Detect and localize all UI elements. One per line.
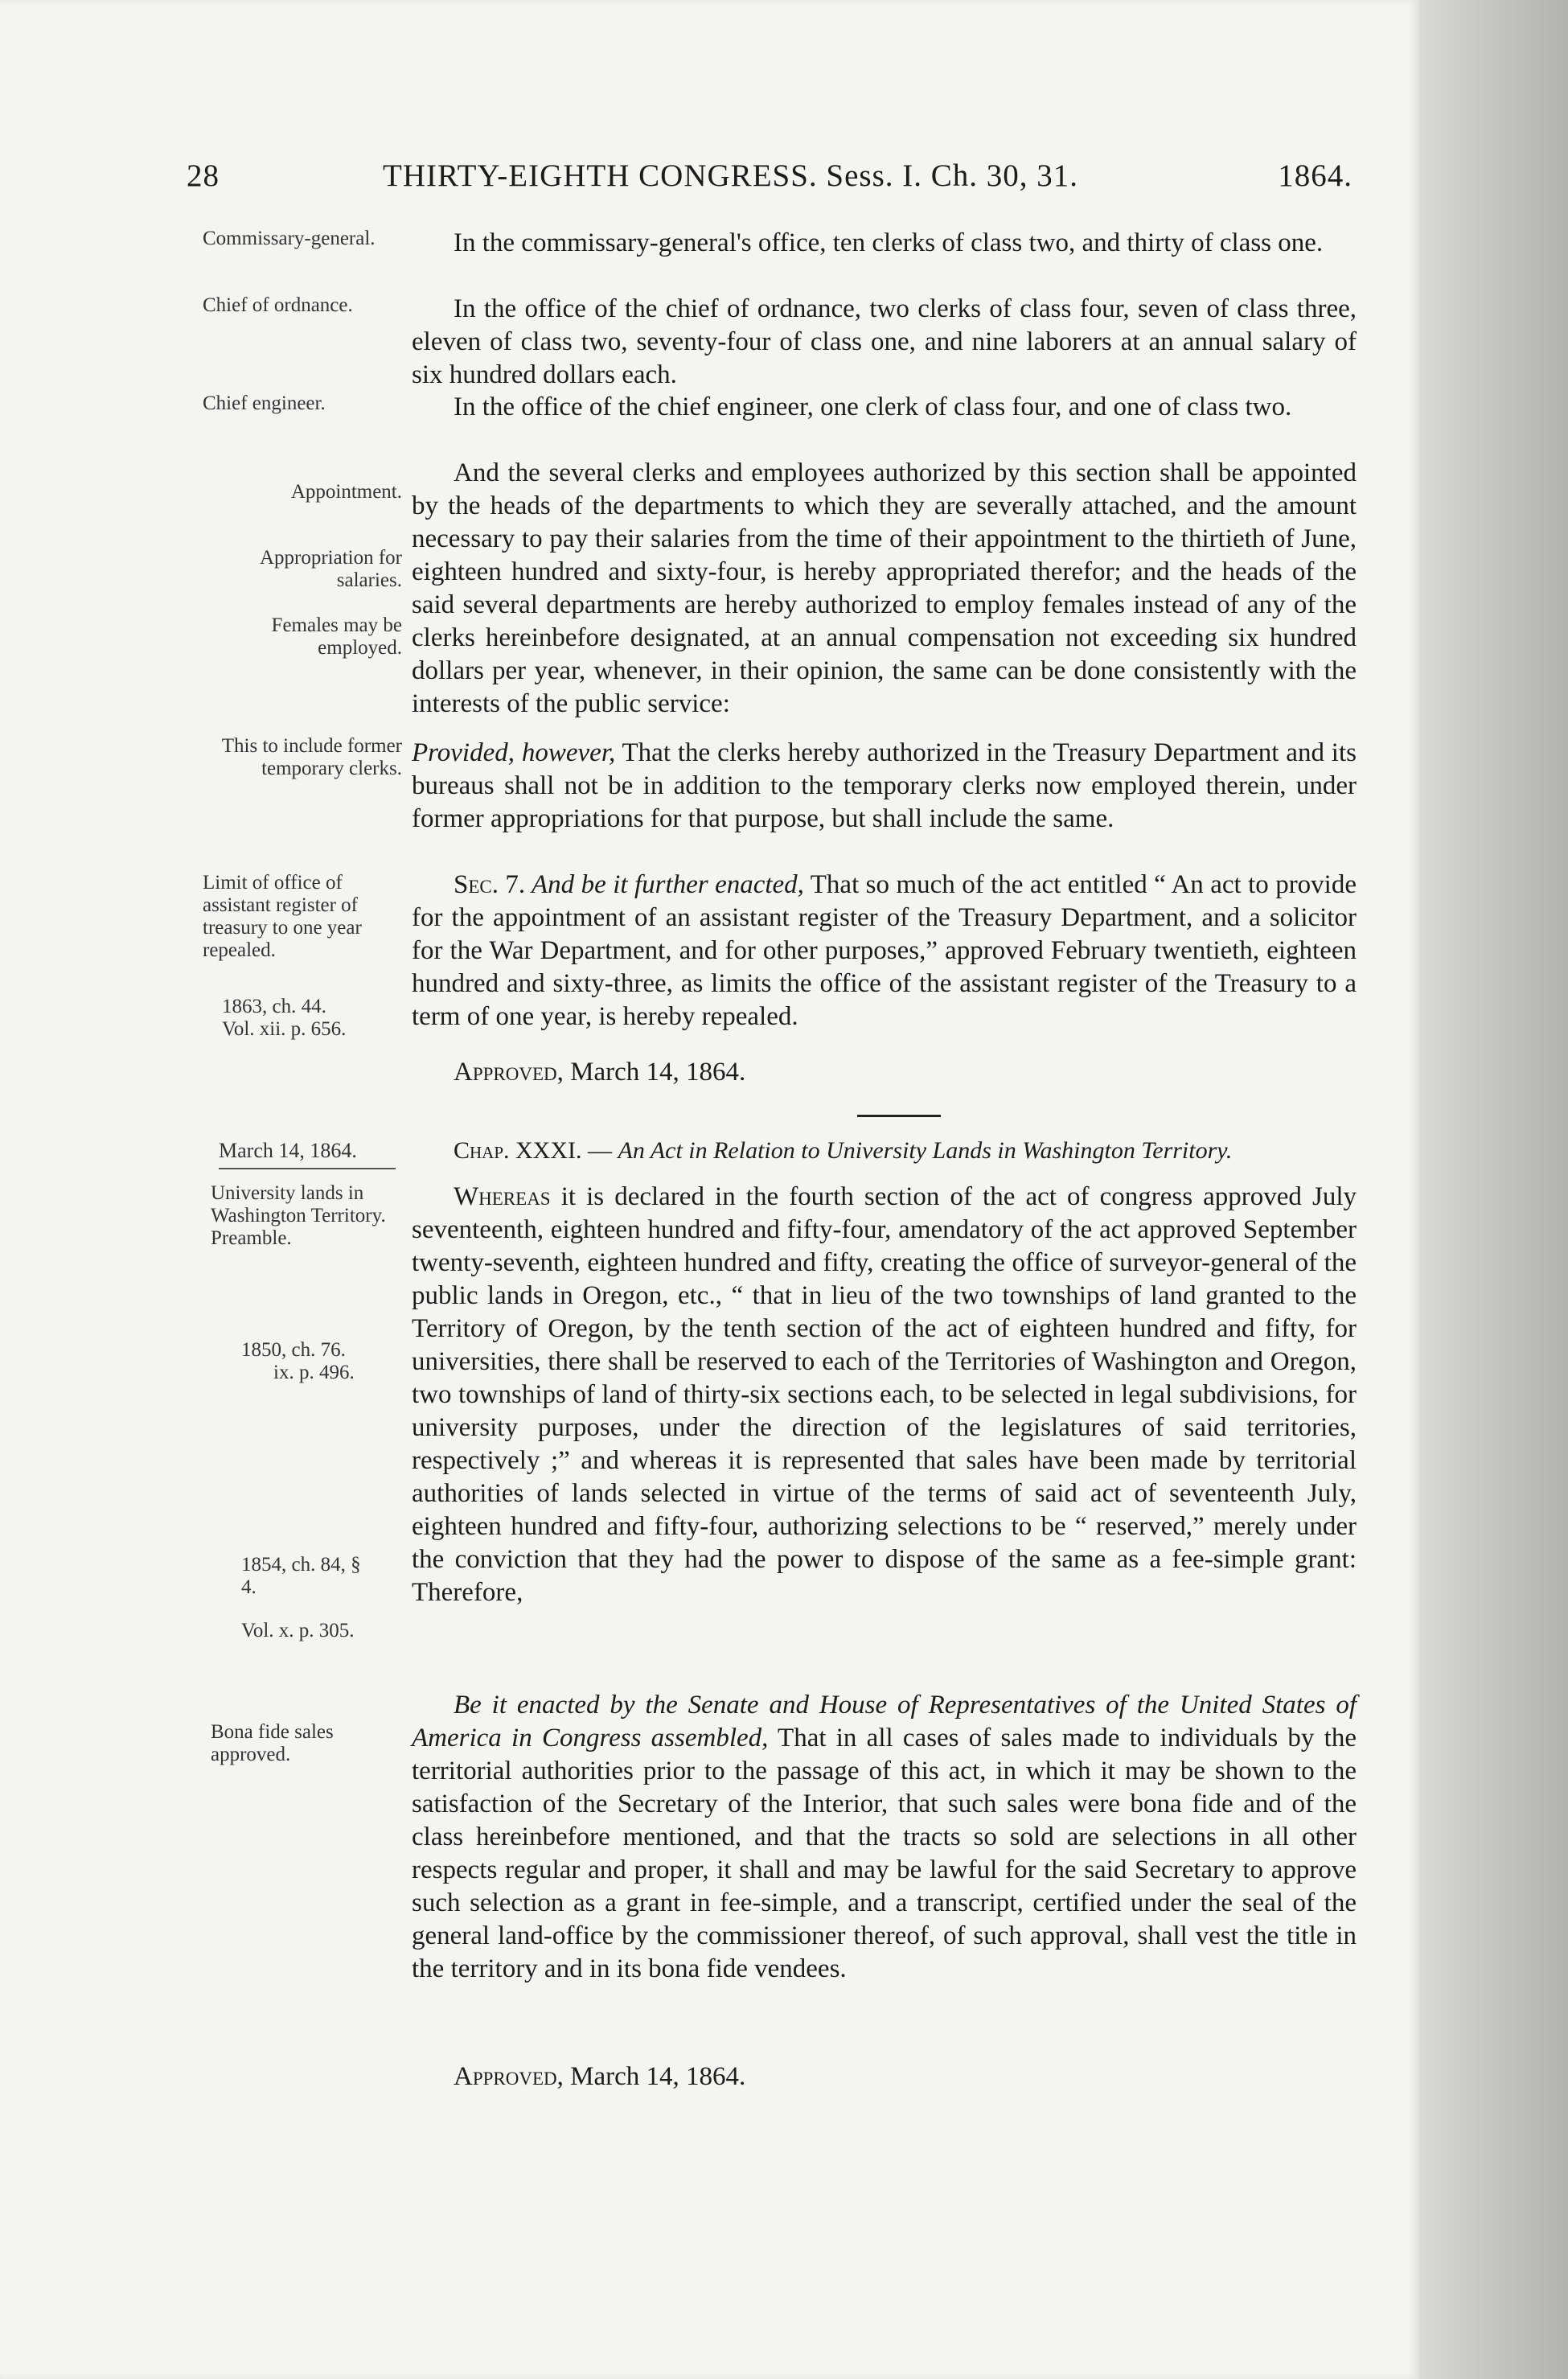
section-text: That so much of the act entitled “ An act to provide for the appointment of an assistant register of the Treasury Department, and a solicitor for the War Department, and for other purposes,” approved February twentieth, eighteen hundred and sixty-three, as limits the office of the assistant register of the Treasury to a term of one year, is hereby repealed. <box>412 870 1357 1031</box>
margin-note: Vol. xii. p. 656. <box>222 1018 347 1040</box>
margin-note: Appropriation for salaries. <box>259 547 402 591</box>
chapter-title: An Act in Relation to University Lands in Washington Territory. <box>618 1137 1233 1164</box>
margin-note: 1863, ch. 44. <box>222 996 326 1017</box>
paragraph: In the office of the chief engineer, one clerk of class four, and one of class two. <box>454 392 1292 421</box>
page-number: 28 <box>187 158 220 193</box>
paragraph: And the several clerks and employees authorized by this section shall be appointed by the heads of the departments to which they are severally attached, and the amount necessary to pay their salaries from the time of their appointment to the thirtieth of June, eighteen hundred and sixty-four, is hereby appropriated therefor; and the heads of the said several departments are hereby authorized to employ females instead of any of the clerks hereinbefore designated, at an annual compensation not exceeding six hundred dollars per year, whenever, in their opinion, the same can be done consistently with the interests of the public service: <box>412 458 1357 718</box>
approved-line <box>454 1056 745 1089</box>
approved-line <box>454 2061 745 2093</box>
margin-note: ix. p. 496. <box>273 1362 355 1383</box>
approved-date: March 14, 1864. <box>563 1058 746 1087</box>
margin-note: Females may be employed. <box>271 614 402 659</box>
chapter-label: Chap. XXXI. <box>454 1137 582 1164</box>
margin-note: Chief of ordnance. <box>203 294 353 316</box>
proviso-lead: Provided, however, <box>412 738 616 767</box>
whereas-label: Whereas <box>454 1182 551 1211</box>
chapter-heading: Chap. XXXI. — An Act in Relation to University Lands in Washington Territory. <box>454 1137 1233 1164</box>
approved-date: March 14, 1864. <box>563 2062 746 2091</box>
enacting-phrase: And be it further enacted, <box>525 870 804 899</box>
running-title: THIRTY-EIGHTH CONGRESS. Sess. I. Ch. 30, 31. <box>383 158 1078 193</box>
enacting-text: That in all cases of sales made to individuals by the territorial authorities prior to the passage of this act, in which it may be shown to the satisfaction of the Secretary of the Interior, that such sales were bona fide and of the class hereinbefore mentioned, and that the tracts so sold are selections in all other respects regular and proper, it shall and may be lawful for the said Secretary to approve such selection as a grant in fee-simple, and a transcript, certified under the seal of the general land-office by the commissioner thereof, of such approval, shall vest the title in the territory and in its bona fide vendees. <box>412 1724 1357 1983</box>
enacting-paragraph <box>412 1689 1357 1986</box>
approved-label: Approved, <box>454 2062 564 2091</box>
section-7-paragraph <box>412 869 1357 1033</box>
margin-note: 1854, ch. 84, § 4. <box>241 1554 361 1598</box>
proviso-paragraph <box>412 737 1357 836</box>
margin-note: Limit of office of assistant register of treasury to one year repealed. <box>203 872 362 961</box>
preamble-paragraph <box>412 1181 1357 1609</box>
proviso-text: That the clerks hereby authorized in the Treasury Department and its bureaus shall not be in addition to the temporary clerks now employed therein, under former appropriations for that purpose, but shall include the same. <box>412 738 1357 833</box>
paragraph: In the office of the chief of ordnance, two clerks of class four, seven of class three, eleven of class two, seventy-four of class one, and nine laborers at an annual salary of six hundred dollars each. <box>412 294 1357 389</box>
running-year: 1864. <box>1278 158 1353 193</box>
page-header <box>187 158 1353 198</box>
margin-note: 1850, ch. 76. <box>241 1339 346 1361</box>
margin-note: Appointment. <box>290 481 402 503</box>
margin-note: Vol. x. p. 305. <box>241 1620 355 1641</box>
margin-note: University lands in Washington Territory. Preamble. <box>211 1182 386 1249</box>
preamble-text: it is declared in the fourth section of the act of congress approved July seventeenth, eighteen hundred and fifty-four, amendatory of the act approved September twenty-seventh, eighteen hundred and fifty, creating the office of surveyor-general of the public lands in Oregon, etc., “ that in lieu of the two townships of land granted to the Territory of Oregon, by the tenth section of the act of eighteen hundred and fifty, for universities, there shall be reserved to each of the Territories of Washington and Oregon, two townships of land of thirty-six sections each, to be selected in legal subdivisions, for university purposes, under the direction of the legislatures of said territories, respectively ;” and whereas it is represented that sales have been made by territorial authorities of lands selected in virtue of the terms of said act of seventeenth July, eighteen hundred and fifty-four, authorizing selections to be “ reserved,” merely under the conviction that they had the power to dispose of the same as a fee-simple grant: Therefore, <box>412 1182 1357 1607</box>
margin-note: Chief engineer. <box>203 392 326 414</box>
margin-note: This to include former temporary clerks. <box>221 735 402 779</box>
margin-note: Bona fide sales approved. <box>211 1721 334 1765</box>
chapter-date-note: March 14, 1864. <box>219 1139 404 1163</box>
paragraph: In the commissary-general's office, ten clerks of class two, and thirty of class one. <box>454 228 1324 257</box>
section-divider <box>857 1115 941 1117</box>
page-edge <box>1419 0 1568 2379</box>
enacting-clause: Be it enacted by the Senate and House of Representatives of the United States of America in Congress assembled, <box>412 1691 1357 1752</box>
section-label: Sec. 7. <box>454 870 526 899</box>
approved-label: Approved, <box>454 1058 564 1087</box>
margin-note: Commissary-general. <box>203 228 376 249</box>
